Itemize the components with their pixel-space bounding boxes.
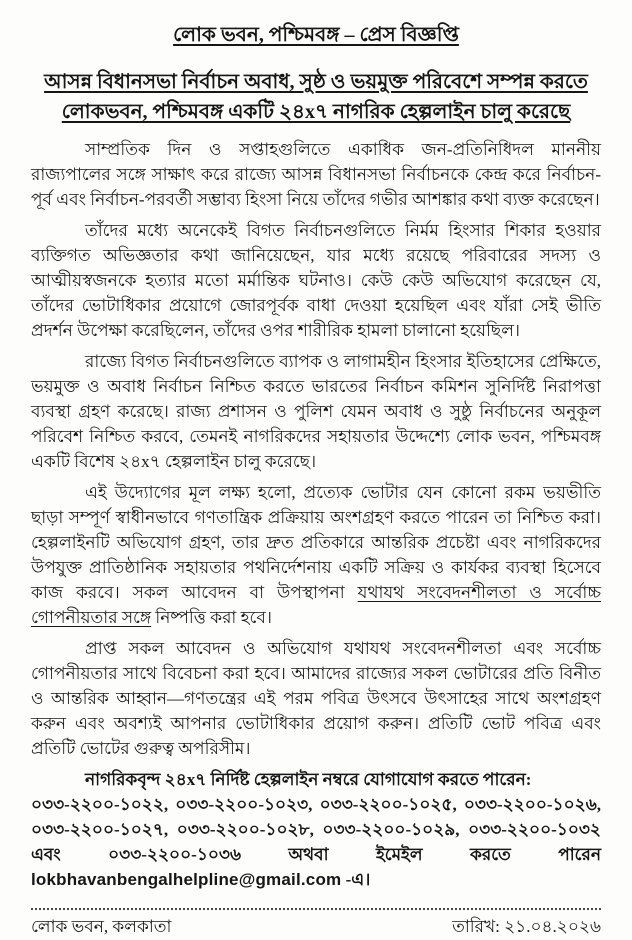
paragraph-election-commission-measures: রাজ্যে বিগত নির্বাচনগুলিতে ব্যাপক ও লাগামহীন হিংসার ইতিহাসের প্রেক্ষিতে, ভয়মুক্ত ও অবাধ নির্বাচন নিশ্চিত করতে ভারতের নির্বাচন কমিশন সুনির্দিষ্ট নিরাপত্তা ব্যবস্থা গ্রহণ করেছে। রাজ্য প্রশাসন ও পুলিশ যেমন অবাধ ও সুষ্ঠু নির্বাচনের অনুকূল পরিবেশ নিশ্চিত করবে, তেমনই নাগরিকদের সহায়তার উদ্দেশ্যে লোক ভবন, পশ্চিমবঙ্গ একটি বিশেষ ২৪x৭ হেল্পলাইন চালু করেছে। — [31, 352, 601, 471]
footer-office: লোক ভবন, কলকাতা — [31, 917, 172, 936]
confidentiality-underlined-text: যথাযথ সংবেদনশীলতা ও সর্বোচ্চ গোপনীয়তার সঙ্গে — [31, 583, 601, 627]
helpline-numbers: ০৩৩-২২০০-১০২২, ০৩৩-২২০০-১০২৩, ০৩৩-২২০০-১০২৫, ০৩৩-২২০০-১০২৬, ০৩৩-২২০০-১০২৭, ০৩৩-২২০০-১০২৮, ০৩৩-২২০০-১০২৯, ০৩৩-২২০০-১০৩২ — [31, 795, 601, 839]
helpline-purpose-text: এই উদ্যোগের মূল লক্ষ্য হলো, প্রত্যেক ভোটার যেন কোনো রকম ভয়ভীতি ছাড়া সম্পূর্ণ স্বাধীনভাবে গণতান্ত্রিক প্রক্রিয়ায় অংশগ্রহণ করতে পারেন তা নিশ্চিত করা। হেল্পলাইনটি অভিযোগ গ্রহণ, তার দ্রুত প্রতিকারে আন্তরিক প্রচেষ্টা এবং নাগরিকদের উপযুক্ত প্রাতিষ্ঠানিক সহায়তার পথনির্দেশনায় একটি সক্রিয় ও কার্যকর ব্যবস্থা হিসেবে কাজ করবে। সকল আবেদন বা উপস্থাপনা — [31, 483, 601, 602]
paragraph-voter-appeal: প্রাপ্ত সকল আবেদন ও অভিযোগ যথাযথ সংবেদনশীলতা এবং সর্বোচ্চ গোপনীয়তার সাথে বিবেচনা করা হবে। আমাদের রাজ্যের সকল ভোটারের প্রতি বিনীত ও আন্তরিক আহ্বান—গণতন্ত্রের এই পরম পবিত্র উৎসবে উৎসাহের সাথে অংশগ্রহণ করুন এবং অবশ্যই আপনার ভোটাধিকার প্রয়োগ করুন। প্রতিটি ভোট পবিত্র এবং প্রতিটি ভোটের গুরুত্ব অপরিসীম। — [31, 639, 601, 758]
helpline-email-suffix: -এ। — [345, 870, 371, 889]
helpline-email-phrase: অথবা ইমেইল করতে পারেন — [288, 845, 601, 864]
footer-date: তারিখ: ২১.০৪.২০২৬ — [452, 917, 601, 936]
helpline-intro: নাগরিকবৃন্দ ২৪x৭ নির্দিষ্ট হেল্পলাইন নম্বরে যোগাযোগ করতে পারেন: — [85, 770, 532, 789]
helpline-contact-paragraph — [31, 767, 601, 892]
dotted-divider — [31, 908, 601, 910]
helpline-purpose-closing: নিষ্পত্তি করা হবে। — [155, 608, 272, 627]
helpline-email-address: lokbhavanbengalhelpline@gmail.com — [31, 870, 342, 889]
headline: আসন্ন বিধানসভা নির্বাচন অবাধ, সুষ্ঠ ও ভয়মুক্ত পরিবেশে সম্পন্ন করতে লোকভবন, পশ্চিমবঙ্গ একটি ২৪x৭ নাগরিক হেল্পলাইন চালু করেছে — [44, 71, 588, 123]
paragraph-governor-meetings: সাম্প্রতিক দিন ও সপ্তাহগুলিতে একাধিক জন-প্রতিনিধিদল মাননীয় রাজ্যপালের সঙ্গে সাক্ষাৎ করে রাজ্যে আসন্ন বিধানসভা নির্বাচনকে কেন্দ্র করে নির্বাচন-পূর্ব এবং নির্বাচন-পরবর্তী সম্ভাব্য হিংসা নিয়ে তাঁদের গভীর আশঙ্কার কথা ব্যক্ত করেছেন। — [31, 140, 601, 209]
helpline-last-number: ০৩৩-২২০০-১০৩৬ — [108, 845, 242, 864]
paragraph-violence-experiences: তাঁদের মধ্যে অনেকেই বিগত নির্বাচনগুলিতে নির্মম হিংসার শিকার হওয়ার ব্যক্তিগত অভিজ্ঞতার কথা জানিয়েছেন, যার মধ্যে রয়েছে পরিবারের সদস্য ও আত্মীয়স্বজনকে হত্যার মতো মর্মান্তিক ঘটনাও। কেউ কেউ অভিযোগ করেছেন যে, তাঁদের ভোটাধিকার প্রয়োগে জোরপূর্বক বাধা দেওয়া হয়েছিল এবং যাঁরা সেই ভীতি প্রদর্শন উপেক্ষা করেছিলেন, তাঁদের ওপর শারীরিক হামলা চালানো হয়েছিল। — [31, 221, 601, 340]
helpline-and-word: এবং — [31, 845, 61, 864]
document-footer — [31, 908, 601, 940]
page-title: লোক ভবন, পশ্চিমবঙ্গ – প্রেস বিজ্ঞপ্তি — [173, 24, 459, 46]
paragraph-helpline-purpose — [31, 480, 601, 630]
